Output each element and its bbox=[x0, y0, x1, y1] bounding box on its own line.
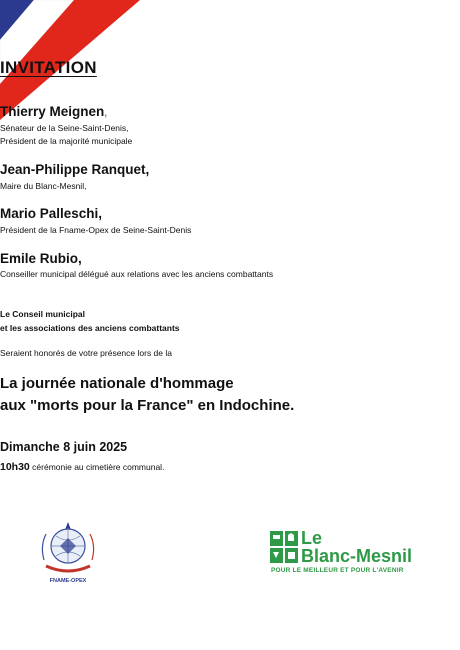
honored-text: Seraient honorés de votre présence lors de la bbox=[0, 348, 172, 358]
council-line-2: et les associations des anciens combattants bbox=[0, 323, 180, 333]
event-time-line bbox=[0, 461, 460, 473]
event-line-1: La journée nationale d'hommage bbox=[0, 375, 234, 392]
event-time: 10h30 bbox=[0, 461, 30, 473]
host-role-1a: Sénateur de la Seine-Saint-Denis, bbox=[0, 123, 129, 133]
city-name bbox=[301, 529, 412, 565]
host-role-3: Président de la Fname-Opex de Seine-Saint-Denis bbox=[0, 225, 192, 235]
event-line-2: aux "morts pour la France" en Indochine. bbox=[0, 397, 295, 414]
host-name-4: Emile Rubio, bbox=[0, 251, 82, 266]
emblem-right-laurel bbox=[90, 534, 94, 560]
fname-opex-emblem bbox=[36, 516, 100, 586]
host-name-1: Thierry Meignen, bbox=[0, 104, 108, 119]
invitation-title: INVITATION bbox=[0, 58, 97, 77]
host-name-2: Jean-Philippe Ranquet, bbox=[0, 162, 150, 177]
host-role-4: Conseiller municipal délégué aux relations avec les anciens combattants bbox=[0, 269, 274, 279]
city-tagline: POUR LE MEILLEUR ET POUR L'AVENIR bbox=[271, 567, 404, 574]
host-role-2: Maire du Blanc-Mesnil, bbox=[0, 181, 87, 191]
event-time-detail: cérémonie au cimetière communal. bbox=[32, 462, 165, 472]
city-coat-of-arms-icon bbox=[269, 530, 299, 564]
event-date: Dimanche 8 juin 2025 bbox=[0, 440, 128, 454]
city-name-line-1: Le bbox=[301, 528, 323, 548]
host-role-1b: Président de la majorité municipale bbox=[0, 136, 133, 146]
council-line-1: Le Conseil municipal bbox=[0, 309, 86, 319]
city-name-line-2: Blanc-Mesnil bbox=[301, 546, 413, 566]
emblem-left-laurel bbox=[42, 534, 46, 560]
emblem-label: FNAME-OPEX bbox=[49, 578, 87, 584]
emblem-banner bbox=[46, 566, 90, 571]
host-name-3: Mario Palleschi, bbox=[0, 206, 103, 221]
